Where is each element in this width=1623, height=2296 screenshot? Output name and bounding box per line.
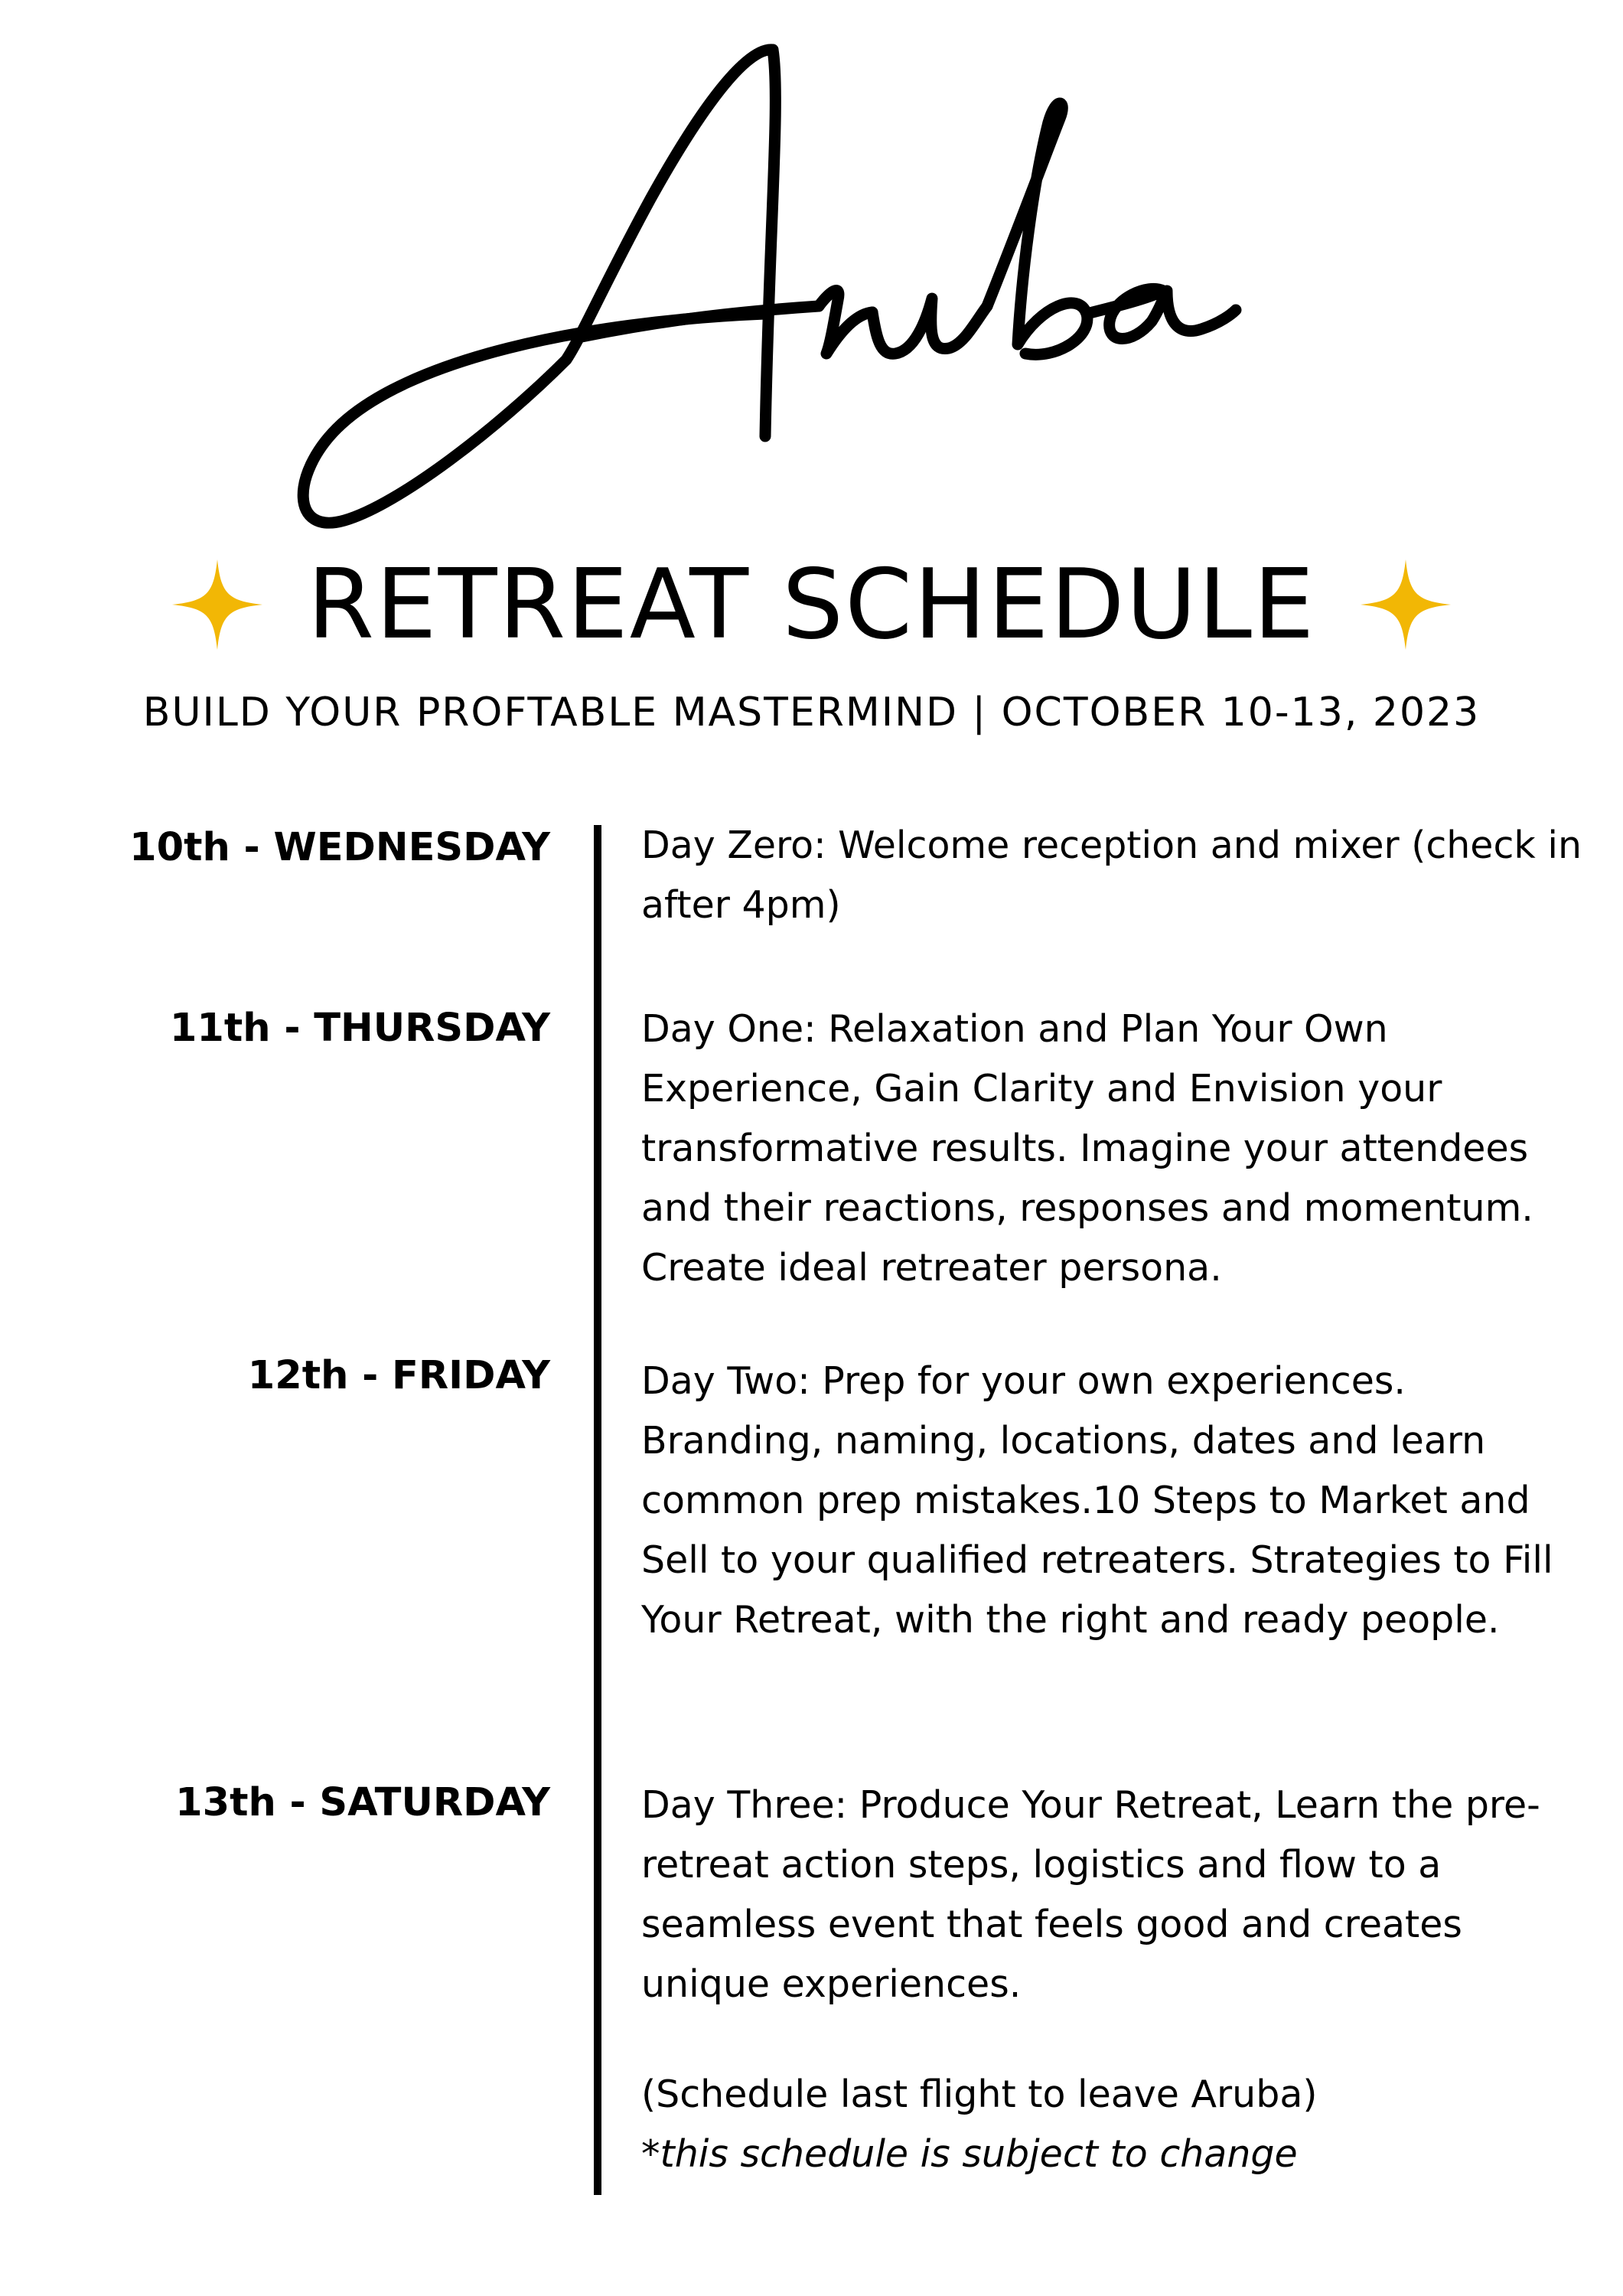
sparkle-icon xyxy=(1361,559,1451,650)
sparkle-icon xyxy=(172,559,262,650)
aruba-script-logo xyxy=(0,0,1623,582)
day-description-wednesday: Day Zero: Welcome reception and mixer (check in after 4pm) xyxy=(641,823,1582,927)
schedule-footer xyxy=(641,2065,1582,2184)
day-label-thursday: 11th - THURSDAY xyxy=(169,1006,550,1051)
event-subtitle: BUILD YOUR PROFTABLE MASTERMIND | OCTOBER 10-13, 2023 xyxy=(142,690,1481,735)
timeline-divider xyxy=(594,825,601,2195)
flight-note: (Schedule last flight to leave Aruba) xyxy=(641,2073,1318,2116)
title-row xyxy=(0,536,1623,673)
day-label-friday: 12th - FRIDAY xyxy=(247,1353,550,1398)
day-description-friday: Day Two: Prep for your own experiences. Branding, naming, locations, dates and learn common prep mistakes.10 Steps to Market and Sell to your qualified retreaters. Strategies to Fill Your Retreat, with the right and ready people. xyxy=(641,1359,1553,1642)
day-description-thursday: Day One: Relaxation and Plan Your Own Experience, Gain Clarity and Envision your transformative results. Imagine your attendees and their reactions, responses and momentum. Create ideal retreater persona. xyxy=(641,1007,1533,1290)
day-label-wednesday: 10th - WEDNESDAY xyxy=(129,825,550,870)
page-title: RETREAT SCHEDULE xyxy=(307,548,1316,660)
schedule-disclaimer: *this schedule is subject to change xyxy=(641,2132,1298,2176)
day-label-saturday: 13th - SATURDAY xyxy=(175,1780,550,1825)
day-description-saturday: Day Three: Produce Your Retreat, Learn the pre-retreat action steps, logistics and flow to a seamless event that feels good and creates unique experiences. xyxy=(641,1783,1540,2006)
